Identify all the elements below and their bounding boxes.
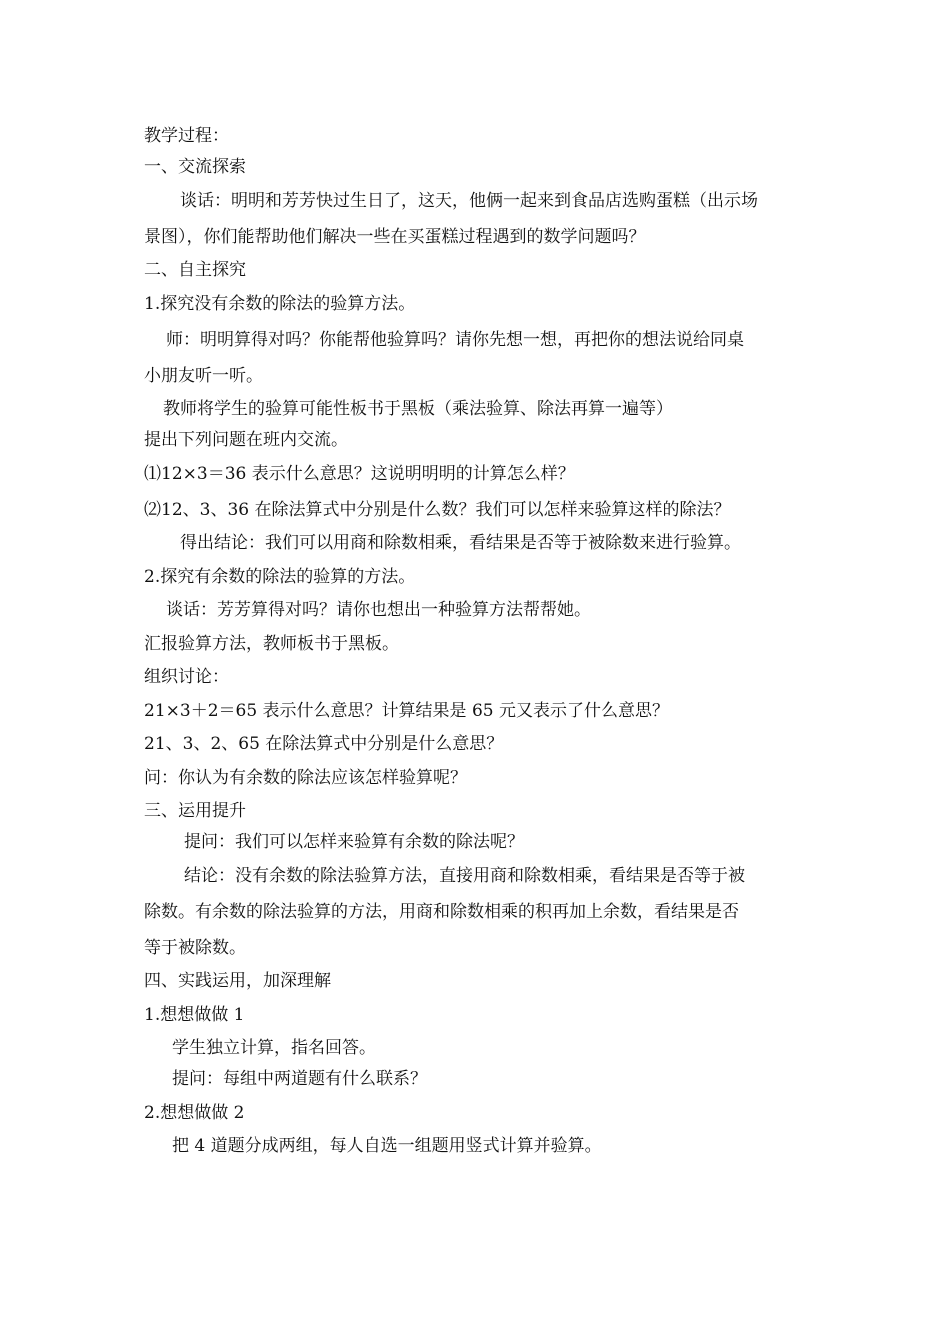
paragraph-line: 21、3、2、65 在除法算式中分别是什么意思？ xyxy=(144,734,504,754)
section-heading-4: 四、实践运用，加深理解 xyxy=(144,971,331,991)
paragraph-line: 教师将学生的验算可能性板书于黑板（乘法验算、除法再算一遍等） xyxy=(163,399,673,419)
paragraph-line: 小朋友听一听。 xyxy=(144,366,263,386)
question-2: ⑵12、3、36 在除法算式中分别是什么数？我们可以怎样来验算这样的除法？ xyxy=(144,500,731,520)
paragraph-line: 提问：每组中两道题有什么联系？ xyxy=(172,1069,427,1089)
section-heading-process: 教学过程： xyxy=(144,126,229,146)
sub-heading-3: 1.想想做做 1 xyxy=(144,1005,245,1025)
section-heading-2: 二、自主探究 xyxy=(144,260,246,280)
paragraph-line: 汇报验算方法，教师板书于黑板。 xyxy=(144,634,399,654)
paragraph-line: 结论：没有余数的除法验算方法，直接用商和除数相乘，看结果是否等于被 xyxy=(184,866,745,886)
paragraph-line: 把 4 道题分成两组，每人自选一组题用竖式计算并验算。 xyxy=(172,1136,602,1156)
paragraph-line: 景图），你们能帮助他们解决一些在买蛋糕过程遇到的数学问题吗？ xyxy=(144,227,646,247)
paragraph-line: 学生独立计算，指名回答。 xyxy=(172,1038,376,1058)
section-heading-1: 一、交流探索 xyxy=(144,157,246,177)
section-heading-3: 三、运用提升 xyxy=(144,801,246,821)
paragraph-line: 谈话：芳芳算得对吗？请你也想出一种验算方法帮帮她。 xyxy=(166,600,591,620)
paragraph-line: 除数。有余数的除法验算的方法，用商和除数相乘的积再加上余数，看结果是否 xyxy=(144,902,739,922)
sub-heading-1: 1.探究没有余数的除法的验算方法。 xyxy=(144,294,416,314)
paragraph-line: 等于被除数。 xyxy=(144,938,246,958)
paragraph-line: 谈话：明明和芳芳快过生日了，这天，他俩一起来到食品店选购蛋糕（出示场 xyxy=(180,191,758,211)
paragraph-line: 师：明明算得对吗？你能帮他验算吗？请你先想一想，再把你的想法说给同桌 xyxy=(166,330,744,350)
document-body xyxy=(144,121,814,1162)
sub-heading-2: 2.探究有余数的除法的验算的方法。 xyxy=(144,567,416,587)
paragraph-line: 提问：我们可以怎样来验算有余数的除法呢？ xyxy=(184,832,524,852)
equation-line: 21×3＋2＝65 表示什么意思？计算结果是 65 元又表示了什么意思？ xyxy=(144,701,669,721)
sub-heading-4: 2.想想做做 2 xyxy=(144,1103,245,1123)
paragraph-line: 提出下列问题在班内交流。 xyxy=(144,430,348,450)
paragraph-line: 问：你认为有余数的除法应该怎样验算呢？ xyxy=(144,768,467,788)
paragraph-line: 组织讨论： xyxy=(144,667,229,687)
question-1: ⑴12×3＝36 表示什么意思？这说明明明的计算怎么样？ xyxy=(144,464,575,484)
paragraph-line: 得出结论：我们可以用商和除数相乘，看结果是否等于被除数来进行验算。 xyxy=(180,533,741,553)
